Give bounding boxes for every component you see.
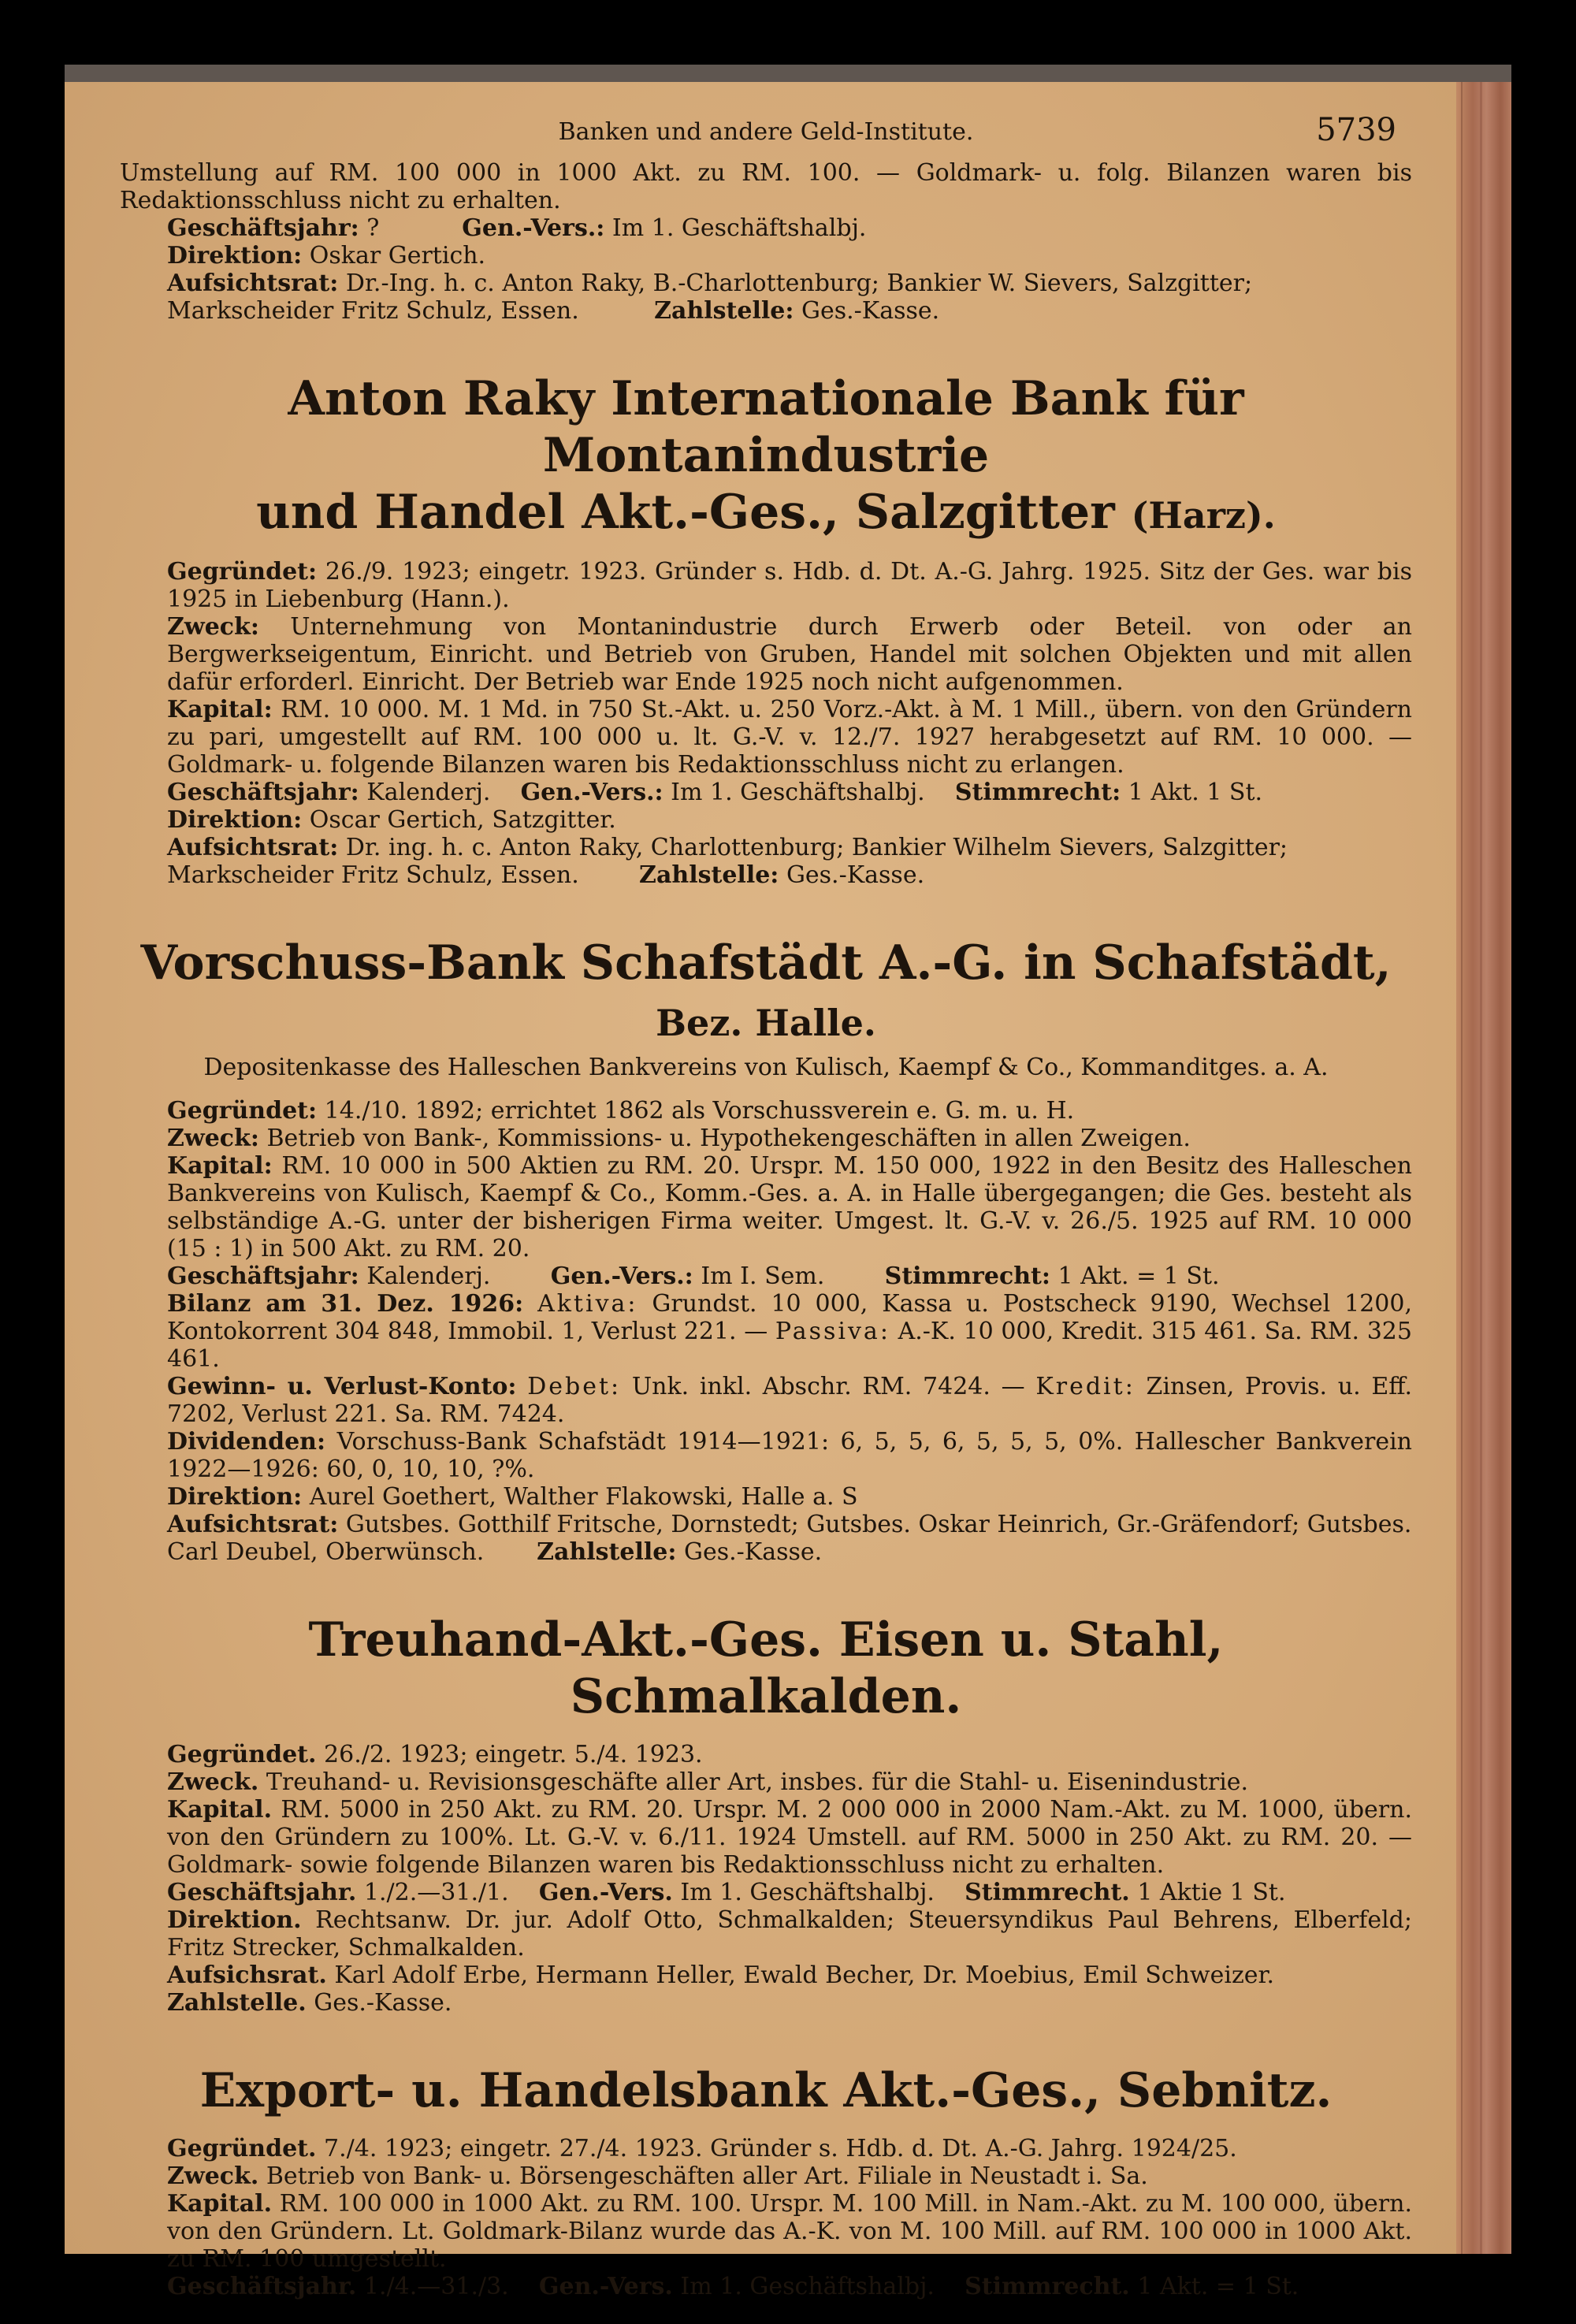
label: Stimmrecht: — [954, 779, 1121, 806]
value: Ges.-Kasse. — [684, 1538, 823, 1566]
value: 1./4.—31./3. — [363, 2273, 509, 2300]
value: 7./4. 1923; eingetr. 27./4. 1923. Gründer s. Hdb. d. Dt. A.-G. Jahrg. 1924/25. — [324, 2135, 1237, 2162]
label: Kapital: — [167, 696, 273, 723]
prev-aufsichtsrat — [120, 270, 1412, 325]
value: Kalenderj. — [366, 1262, 491, 1290]
running-title: Banken und andere Geld-Institute. — [558, 118, 974, 146]
label: Geschäftsjahr: — [167, 214, 359, 242]
value: Treuhand- u. Revisionsgeschäfte aller Art, insbes. für die Stahl- u. Eisenindustrie. — [266, 1768, 1249, 1796]
label: Aufsichtsrat: — [167, 270, 339, 297]
value: Betrieb von Bank-, Kommissions- u. Hypothekengeschäften in allen Zweigen. — [266, 1125, 1191, 1152]
prev-meta — [120, 214, 1412, 242]
label: Kapital: — [167, 1152, 273, 1180]
value: Betrieb von Bank- u. Börsengeschäften aller Art. Filiale in Neustadt i. Sa. — [266, 2162, 1148, 2190]
sublabel: Debet: — [527, 1373, 622, 1400]
label: Gegründet: — [167, 558, 318, 586]
label: Zahlstelle: — [654, 297, 794, 325]
field-kapital — [120, 1152, 1412, 1262]
scan-top-edge — [65, 65, 1511, 82]
field-meta — [120, 779, 1412, 806]
field-gegruendet — [120, 558, 1412, 613]
value: 1 Aktie 1 St. — [1137, 1879, 1286, 1906]
field-dividenden — [120, 1428, 1412, 1483]
label: Zweck: — [167, 613, 259, 641]
label: Zahlstelle. — [167, 1989, 307, 2017]
value: 1 Akt. = 1 St. — [1137, 2273, 1299, 2300]
prev-text: Umstellung auf RM. 100 000 in 1000 Akt. zu RM. 100. — Goldmark- u. folg. Bilanzen waren bis Redaktionsschluss nicht zu erhalten. — [120, 159, 1412, 214]
label: Stimmrecht. — [965, 2273, 1130, 2300]
field-zweck — [120, 613, 1412, 696]
label: Aufsichtsrat: — [167, 1511, 339, 1538]
field-direktion — [120, 1483, 1412, 1511]
value: Im 1. Geschäftshalbj. — [680, 1879, 935, 1906]
value: Im 1. Geschäftshalbj. — [671, 779, 925, 806]
field-kapital — [120, 1796, 1412, 1879]
value: Oscar Gertich, Satzgitter. — [309, 806, 616, 834]
label: Geschäftsjahr: — [167, 779, 359, 806]
label: Kapital. — [167, 1796, 273, 1824]
value: Im 1. Geschäftshalbj. — [680, 2273, 935, 2300]
field-guv — [120, 1373, 1412, 1428]
value: A.-K. 10 000, Kredit. 315 461. Sa. RM. 325 461. — [167, 1318, 1412, 1373]
value: Dr.-Ing. h. c. Anton Raky, B.-Charlottenburg; Bankier W. Sievers, Salzgitter; Markscheider Fritz Schulz, Essen. — [167, 270, 1253, 325]
label: Direktion. — [167, 1906, 302, 1934]
title-suffix: Bez. Halle. — [656, 1002, 876, 1044]
book-binding-edge — [1456, 82, 1511, 2254]
value: Karl Adolf Erbe, Hermann Heller, Ewald Becher, Dr. Moebius, Emil Schweizer. — [334, 1961, 1275, 1989]
label: Geschäftsjahr. — [167, 1879, 357, 1906]
field-bilanz — [120, 1290, 1412, 1373]
entry-title: Export- u. Handelsbank Akt.-Ges., Sebnitz. — [199, 2063, 1333, 2118]
field-gegruendet — [120, 1741, 1412, 1768]
entry-export — [120, 2062, 1412, 2300]
value: Ges.-Kasse. — [801, 297, 940, 325]
field-gegruendet — [120, 1097, 1412, 1125]
label: Stimmrecht: — [884, 1262, 1050, 1290]
value: RM. 100 000 in 1000 Akt. zu RM. 100. Urspr. M. 100 Mill. in Nam.-Akt. zu M. 100 000, übern. von den Gründern. Lt. Goldmark-Bilanz wurde das A.-K. von M. 100 Mill. auf RM. 100 000 in 1000 Akt. zu RM. 100 umgestellt. — [167, 2190, 1412, 2273]
sublabel: Passiva: — [775, 1318, 890, 1345]
document-page — [65, 65, 1511, 2300]
label: Zahlstelle: — [639, 861, 779, 889]
field-aufsichtsrat — [120, 834, 1412, 889]
label: Gen.-Vers. — [538, 1879, 673, 1906]
field-kapital — [120, 2190, 1412, 2273]
title-main: Vorschuss-Bank Schafstädt A.-G. in Schafstädt, — [140, 935, 1392, 991]
label: Zweck. — [167, 2162, 259, 2190]
title-suffix: (Harz). — [1131, 494, 1276, 537]
entry-raky — [120, 370, 1412, 889]
label: Gen.-Vers.: — [550, 1262, 693, 1290]
value: Im 1. Geschäftshalbj. — [611, 214, 867, 242]
label: Gen.-Vers.: — [462, 214, 605, 242]
title-line: Anton Raky Internationale Bank für Montanindustrie — [288, 371, 1244, 483]
value: Aurel Goethert, Walther Flakowski, Halle a. S — [309, 1483, 858, 1511]
value: Grundst. 10 000, Kassa u. Postscheck 9190, Wechsel 1200, Kontokorrent 304 848, Immobil. 1, Verlust 221. — — [167, 1290, 1413, 1345]
value: 1./2.—31./1. — [363, 1879, 509, 1906]
value: 1 Akt. 1 St. — [1128, 779, 1263, 806]
label: Zweck: — [167, 1125, 259, 1152]
entry-previous — [120, 159, 1412, 325]
value: 14./10. 1892; errichtet 1862 als Vorschussverein e. G. m. u. H. — [324, 1097, 1075, 1125]
label: Stimmrecht. — [965, 1879, 1130, 1906]
entry-title — [120, 935, 1412, 1051]
page-header — [120, 96, 1412, 159]
value: Im I. Sem. — [701, 1262, 825, 1290]
value: 26./2. 1923; eingetr. 5./4. 1923. — [324, 1741, 703, 1768]
value: Zinsen, Provis. u. Eff. 7202, Verlust 221. Sa. RM. 7424. — [167, 1373, 1413, 1428]
value: Oskar Gertich. — [309, 242, 486, 270]
label: Gegründet. — [167, 2135, 317, 2162]
field-aufsichtsrat — [120, 1961, 1412, 2017]
label: Zweck. — [167, 1768, 259, 1796]
label: Gen.-Vers.: — [520, 779, 663, 806]
label: Gegründet: — [167, 1097, 318, 1125]
entry-subtitle: Depositenkasse des Halleschen Bankvereins von Kulisch, Kaempf & Co., Kommanditges. a. A. — [203, 1054, 1329, 1081]
label: Aufsichsrat. — [167, 1961, 327, 1989]
value: Ges.-Kasse. — [786, 861, 925, 889]
label: Bilanz am 31. Dez. 1926: — [167, 1290, 524, 1318]
value: RM. 10 000 in 500 Aktien zu RM. 20. Urspr. M. 150 000, 1922 in den Besitz des Halleschen Bankvereins von Kulisch, Kaempf & Co., Komm.-Ges. a. A. in Halle übergegangen; die Ges. besteht als selbständige A.-G. unter der bisherigen Firma weiter. Umgest. lt. G.-V. v. 26./5. 1925 auf RM. 10 000 (15 : 1) in 500 Akt. zu RM. 20. — [167, 1152, 1412, 1262]
value: RM. 5000 in 250 Akt. zu RM. 20. Urspr. M. 2 000 000 in 2000 Nam.-Akt. zu M. 1000, übern. von den Gründern zu 100%. Lt. G.-V. v. 6./11. 1924 Umstell. auf RM. 5000 in 250 Akt. zu RM. 20. — Goldmark- sowie folgende Bilanzen waren bis Redaktionsschluss nicht zu erhalten. — [167, 1796, 1412, 1879]
value: Rechtsanw. Dr. jur. Adolf Otto, Schmalkalden; Steuersyndikus Paul Behrens, Elberfeld; Fritz Strecker, Schmalkalden. — [167, 1906, 1412, 1961]
value: Unternehmung von Montanindustrie durch Erwerb oder Beteil. von oder an Bergwerkseigentum, Einricht. und Betrieb von Gruben, Handel mit solchen Objekten und mit allen dafür erforderl. Einricht. Der Betrieb war Ende 1925 noch nicht aufgenommen. — [167, 613, 1412, 696]
field-meta — [120, 1262, 1412, 1290]
value: Kalenderj. — [366, 779, 491, 806]
page-content — [120, 96, 1412, 2300]
label: Gen.-Vers. — [538, 2273, 673, 2300]
field-direktion — [120, 806, 1412, 834]
label: Direktion: — [167, 242, 303, 270]
label: Geschäftsjahr. — [167, 2273, 357, 2300]
field-kapital — [120, 696, 1412, 779]
label: Gewinn- u. Verlust-Konto: — [167, 1373, 517, 1400]
sublabel: Aktiva: — [537, 1290, 638, 1318]
value: 26./9. 1923; eingetr. 1923. Gründer s. Hdb. d. Dt. A.-G. Jahrg. 1925. Sitz der Ges. war bis 1925 in Liebenburg (Hann.). — [167, 558, 1412, 613]
label: Geschäftsjahr: — [167, 1262, 359, 1290]
field-zweck — [120, 2162, 1412, 2190]
value: Gutsbes. Gotthilf Fritsche, Dornstedt; Gutsbes. Oskar Heinrich, Gr.-Gräfendorf; Gutsbes. Carl Deubel, Oberwünsch. — [167, 1511, 1412, 1566]
entry-treuhand — [120, 1612, 1412, 2017]
value: Ges.-Kasse. — [314, 1989, 452, 2017]
field-meta — [120, 1879, 1412, 1906]
value: ? — [366, 214, 380, 242]
label: Aufsichtsrat: — [167, 834, 339, 861]
field-aufsichtsrat — [120, 1511, 1412, 1566]
value: Vorschuss-Bank Schafstädt 1914—1921: 6, 5, 5, 6, 5, 5, 5, 0%. Hallescher Bankverein 1922—1926: 60, 0, 10, 10, ?%. — [167, 1428, 1413, 1483]
label: Direktion: — [167, 1483, 303, 1511]
label: Dividenden: — [167, 1428, 326, 1456]
field-zweck — [120, 1125, 1412, 1152]
page-number: 5739 — [1316, 112, 1396, 148]
sublabel: Kredit: — [1035, 1373, 1136, 1400]
value: 1 Akt. = 1 St. — [1057, 1262, 1220, 1290]
entry-title: Treuhand-Akt.-Ges. Eisen u. Stahl, Schmalkalden. — [308, 1612, 1224, 1724]
entry-title — [120, 370, 1412, 544]
title-line: und Handel Akt.-Ges., Salzgitter — [256, 485, 1115, 540]
value: Dr. ing. h. c. Anton Raky, Charlottenburg; Bankier Wilhelm Sievers, Salzgitter; Markscheider Fritz Schulz, Essen. — [167, 834, 1288, 889]
field-gegruendet — [120, 2135, 1412, 2162]
field-zweck — [120, 1768, 1412, 1796]
value: RM. 10 000. M. 1 Md. in 750 St.-Akt. u. 250 Vorz.-Akt. à M. 1 Mill., übern. von den Gründern zu pari, umgestellt auf RM. 100 000 u. lt. G.-V. v. 12./7. 1927 herabgesetzt auf RM. 10 000. — Goldmark- u. folgende Bilanzen waren bis Redaktionsschluss nicht zu erlangen. — [167, 696, 1412, 779]
prev-direktion — [120, 242, 1412, 270]
field-direktion — [120, 1906, 1412, 1961]
label: Gegründet. — [167, 1741, 317, 1768]
entry-vorschuss — [120, 935, 1412, 1566]
label: Direktion: — [167, 806, 303, 834]
field-meta — [120, 2273, 1412, 2300]
label: Kapital. — [167, 2190, 273, 2218]
value: Unk. inkl. Abschr. RM. 7424. — — [631, 1373, 1025, 1400]
label: Zahlstelle: — [537, 1538, 677, 1566]
